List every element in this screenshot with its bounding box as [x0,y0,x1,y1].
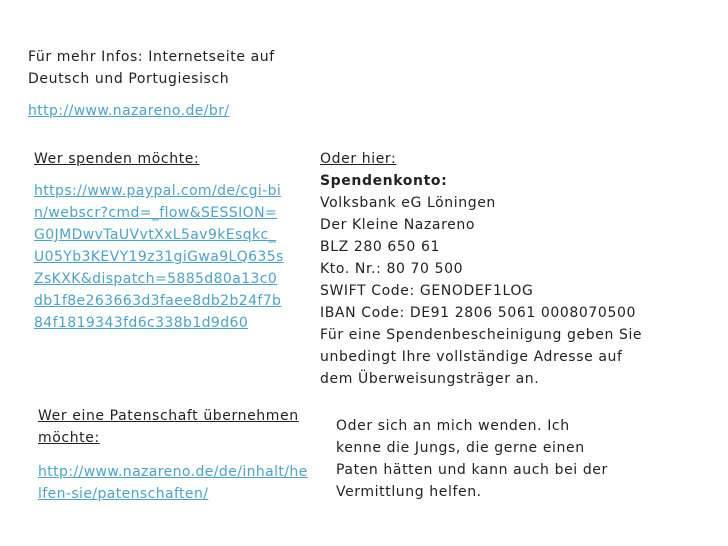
bank-line: dem Überweisungsträger an. [320,371,540,387]
contact-line: kenne die Jungs, die gerne einen [336,440,585,456]
contact-line: Vermittlung helfen. [336,484,482,500]
bank-line: Kto. Nr.: 80 70 500 [320,261,464,277]
bank-heading: Oder hier: [320,151,397,167]
bank-line: unbedingt Ihre vollständige Adresse auf [320,349,623,365]
bank-line: Volksbank eG Löningen [320,195,496,211]
sponsorship-section [38,405,308,505]
sponsorship-link[interactable]: http://www.nazareno.de/de/inhalt/helfen-sie/patenschaften/ [38,464,308,502]
contact-section [336,415,626,503]
contact-line: Paten hätten und kann auch bei der [336,462,608,478]
donate-section [34,148,284,334]
bank-line: SWIFT Code: GENODEF1LOG [320,283,534,299]
website-link[interactable]: http://www.nazareno.de/br/ [28,103,230,119]
bank-line: Für eine Spendenbescheinigung geben Sie [320,327,643,343]
bank-line: Der Kleine Nazareno [320,217,475,233]
bank-line: IBAN Code: DE91 2806 5061 0008070500 [320,305,636,321]
bank-line: BLZ 280 650 61 [320,239,441,255]
intro-line-1: Für mehr Infos: Internetseite auf [28,49,275,65]
account-label: Spendenkonto: [320,173,448,189]
sponsor-heading-2: möchte: [38,430,100,446]
paypal-link[interactable]: https://www.paypal.com/de/cgi-bin/webscr?cmd=_flow&SESSION=G0JMDwvTaUVvtXxL5av9kEsqkc_U05Yb3KEVY19z31giGwa9LQ635sZsKXK&dispatch=5885d80a13c0db1f8e263663d3faee8db2b24f7b84f1819343fd6c338b1d9d60 [34,183,284,331]
bank-section [320,148,660,390]
sponsor-heading-1: Wer eine Patenschaft übernehmen [38,408,299,424]
donate-heading: Wer spenden möchte: [34,151,200,167]
intro-text [28,46,308,90]
intro-line-2: Deutsch und Portugiesisch [28,71,230,87]
contact-line: Oder sich an mich wenden. Ich [336,418,570,434]
